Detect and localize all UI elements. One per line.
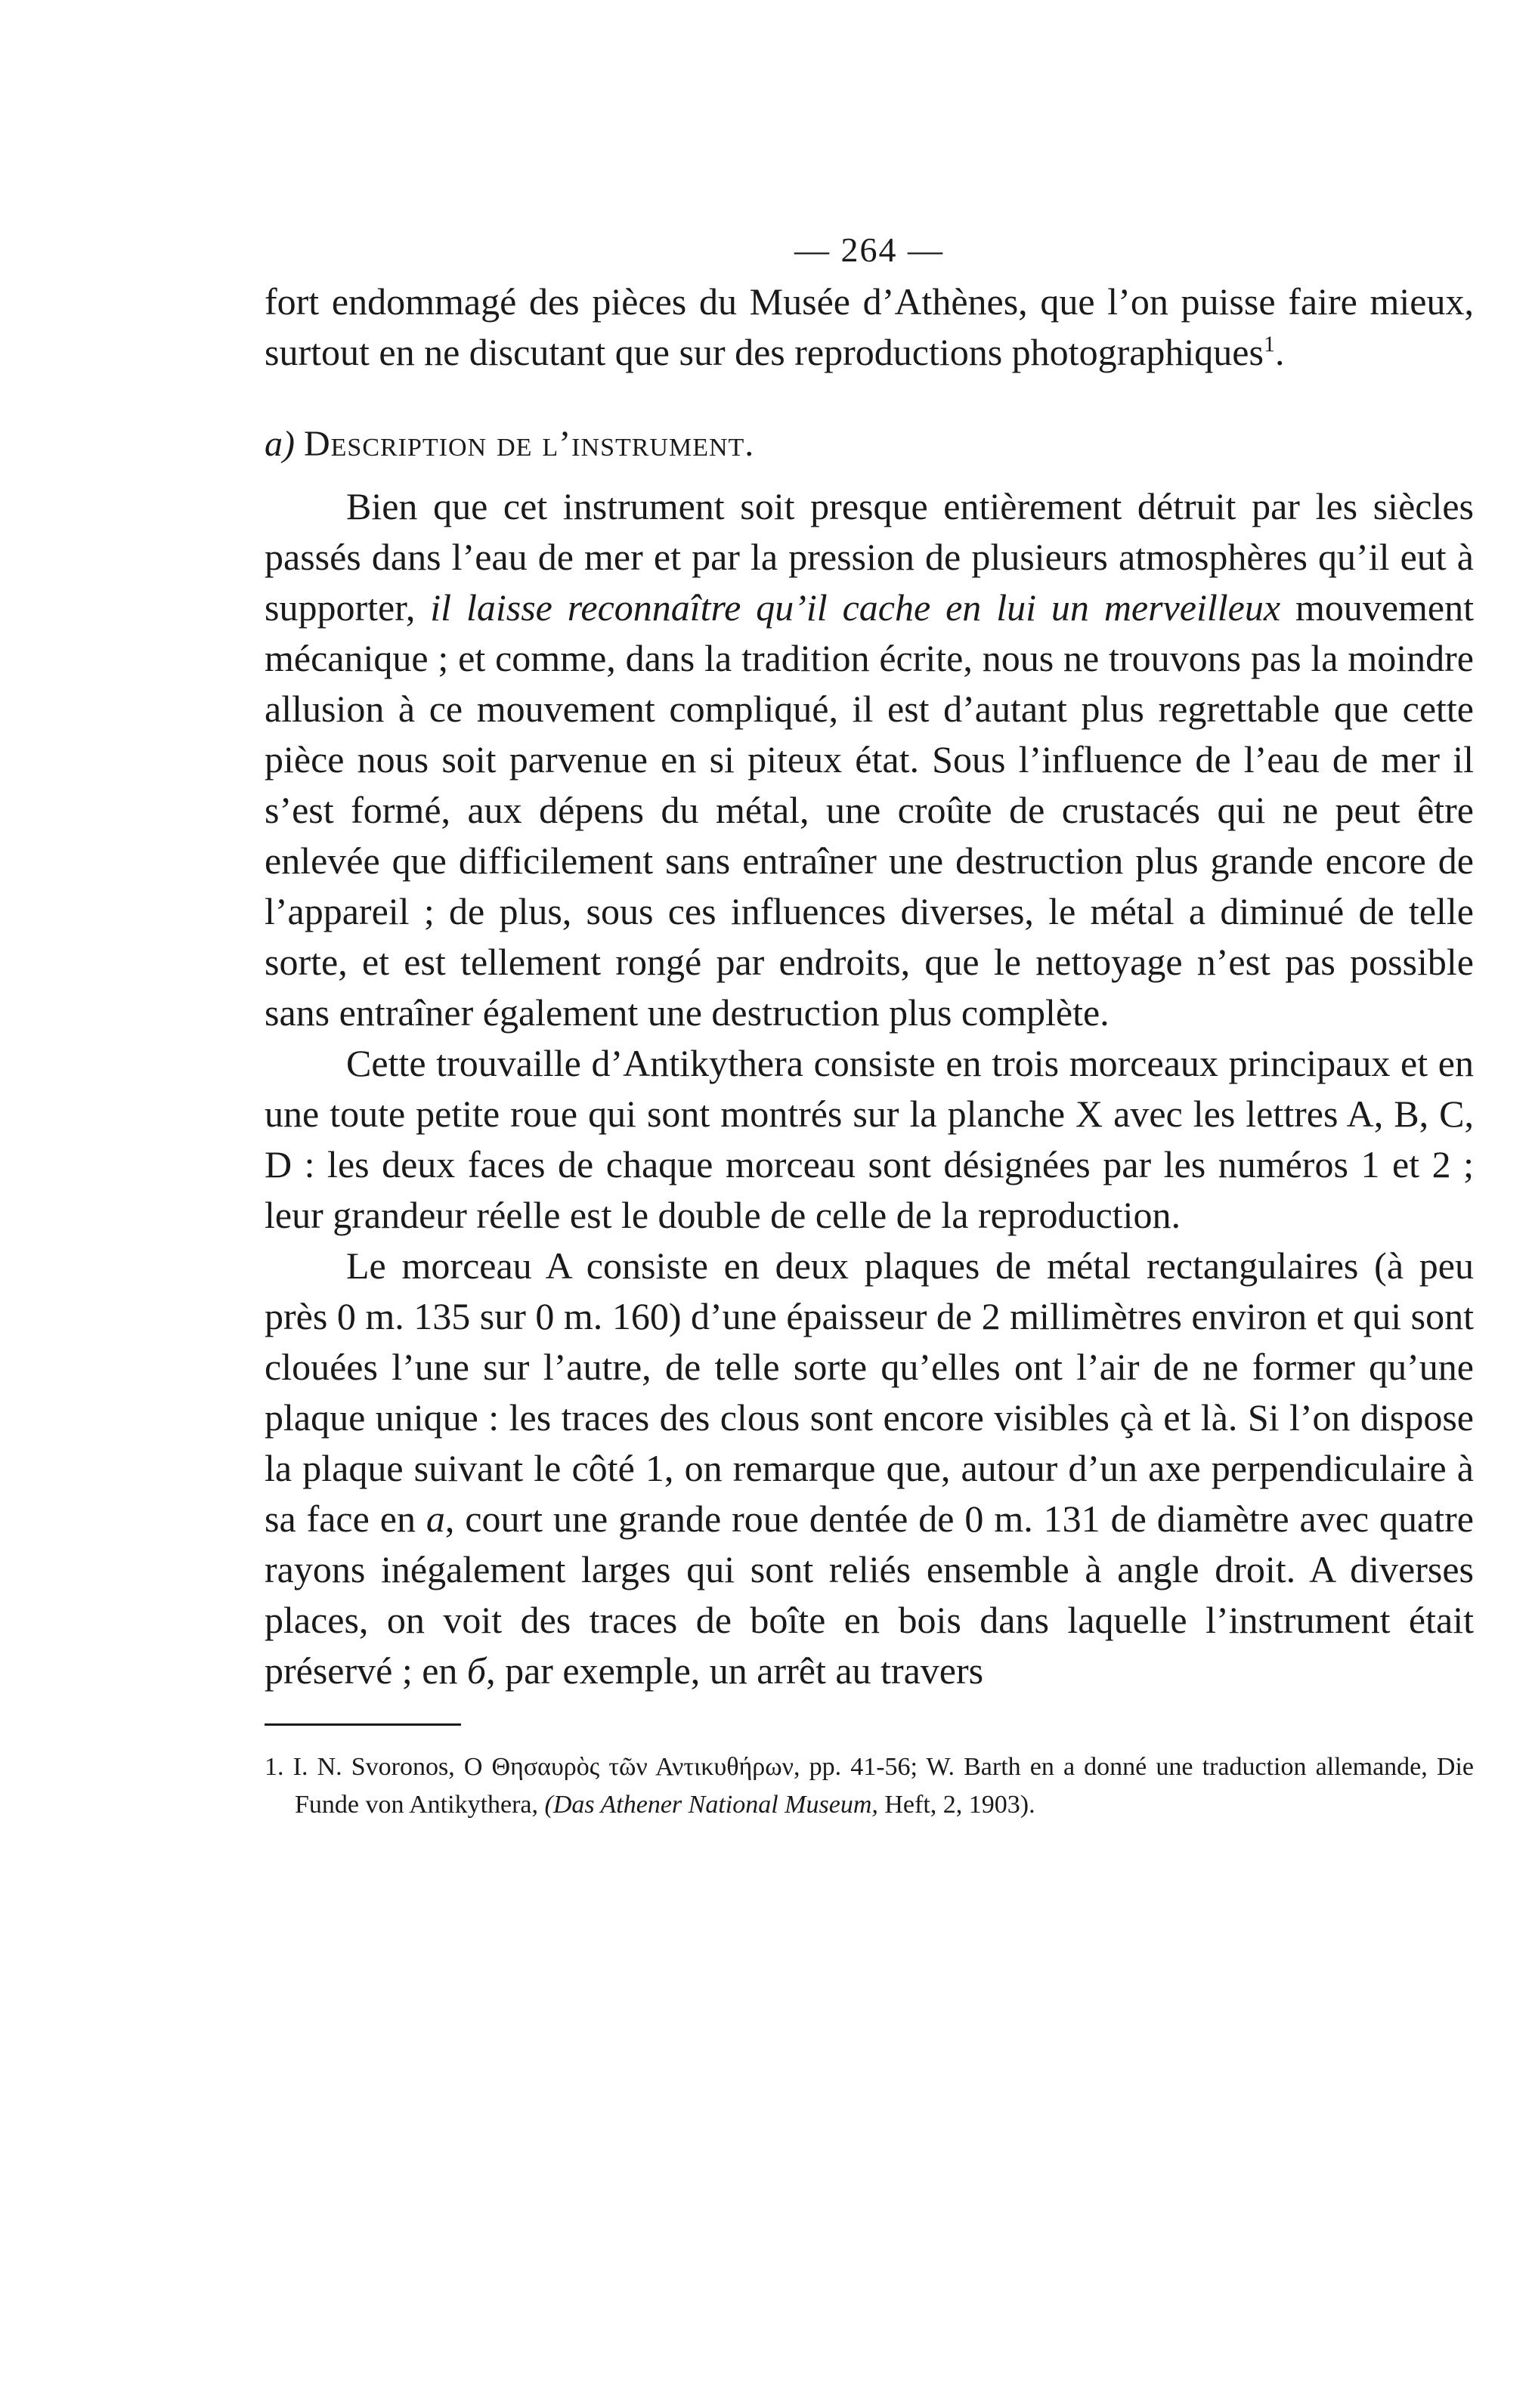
footnote-divider — [265, 1723, 461, 1726]
paragraph-continued — [265, 277, 1474, 378]
footnote-text: Heft, 2, 1903). — [877, 1791, 1035, 1819]
paragraph-text: Le morceau A consiste en deux plaques de métal rectangulaires (à peu près 0 m. 135 sur 0 m. 160) d’une épaisseur de 2 millimètres environ et qui sont clouées l’une sur l’autre, de telle sorte qu’elles ont l’air de ne former qu’une plaque unique : les traces des clous sont encore visibles çà et là. Si l’on dispose la plaque suivant le côté 1, on remarque que, autour d’un axe perpendiculaire à sa face en — [265, 1244, 1474, 1540]
footnote — [265, 1748, 1474, 1824]
variable-b: б — [466, 1649, 487, 1692]
page-number: — 264 — — [794, 230, 944, 269]
paragraph-text: , par exemple, un arrêt au travers — [486, 1649, 984, 1692]
footnote-marker: 1. — [265, 1753, 284, 1781]
paragraph-italic-text: il laisse reconnaître qu’il cache en lui un merveilleux — [430, 586, 1281, 629]
section-heading-label: a) — [265, 424, 295, 464]
paragraph-text: fort endommagé des pièces du Musée d’Athènes, que l’on puisse faire mieux, surtout en ne discutant que sur des reproductions photographiques — [265, 280, 1474, 373]
footnote-italic-text: (Das Athener National Museum, — [544, 1791, 878, 1819]
document-page — [265, 227, 1474, 1824]
footnote-reference[interactable]: 1 — [1263, 332, 1275, 357]
paragraph-morceau-a — [265, 1241, 1474, 1696]
paragraph-description — [265, 481, 1474, 1038]
paragraph-text: Bien que cet instrument soit presque entièrement détruit par les siècles passés dans l’eau de mer et par la pression de plusieurs atmosphères qu’il eut à supporter, — [265, 485, 1474, 629]
section-heading — [265, 419, 1474, 469]
paragraph-end: . — [1274, 331, 1285, 373]
paragraph-text: mouvement mécanique ; et comme, dans la tradition écrite, nous ne trouvons pas la moindre allusion à ce mouvement compliqué, il est d’autant plus regrettable que cette pièce nous soit parvenue en si piteux état. Sous l’influence de l’eau de mer il s’est formé, aux dépens du métal, une croûte de crustacés qui ne peut être enlevée que difficilement sans entraîner une destruction plus grande encore de l’appareil ; de plus, sous ces influences diverses, le métal a diminué de telle sorte, et est tellement rongé par endroits, que le nettoyage n’est pas possible sans entraîner également une destruction plus complète. — [265, 586, 1475, 1034]
variable-a: a — [426, 1498, 445, 1540]
section-heading-title: Description de l’instrument. — [303, 424, 755, 464]
paragraph-trouvaille: Cette trouvaille d’Antikythera consiste en trois morceaux principaux et en une toute petite roue qui sont montrés sur la planche X avec les lettres A, B, C, D : les deux faces de chaque morceau sont désignées par les numéros 1 et 2 ; leur grandeur réelle est le double de celle de la reproduction. — [265, 1042, 1474, 1236]
footnote-text: I. N. Svoronos, Ο Θησαυρὸς τῶν Αντικυθήρων, pp. 41-56; W. Barth en a donné une traduction allemande, Die Funde von Antikythera, — [283, 1753, 1474, 1819]
paragraph-text: , court une grande roue dentée de 0 m. 131 de diamètre avec quatre rayons inégalement larges qui sont reliés ensemble à angle droit. A diverses places, on voit des traces de boîte en bois dans laquelle l’instrument était préservé ; en — [265, 1498, 1474, 1692]
